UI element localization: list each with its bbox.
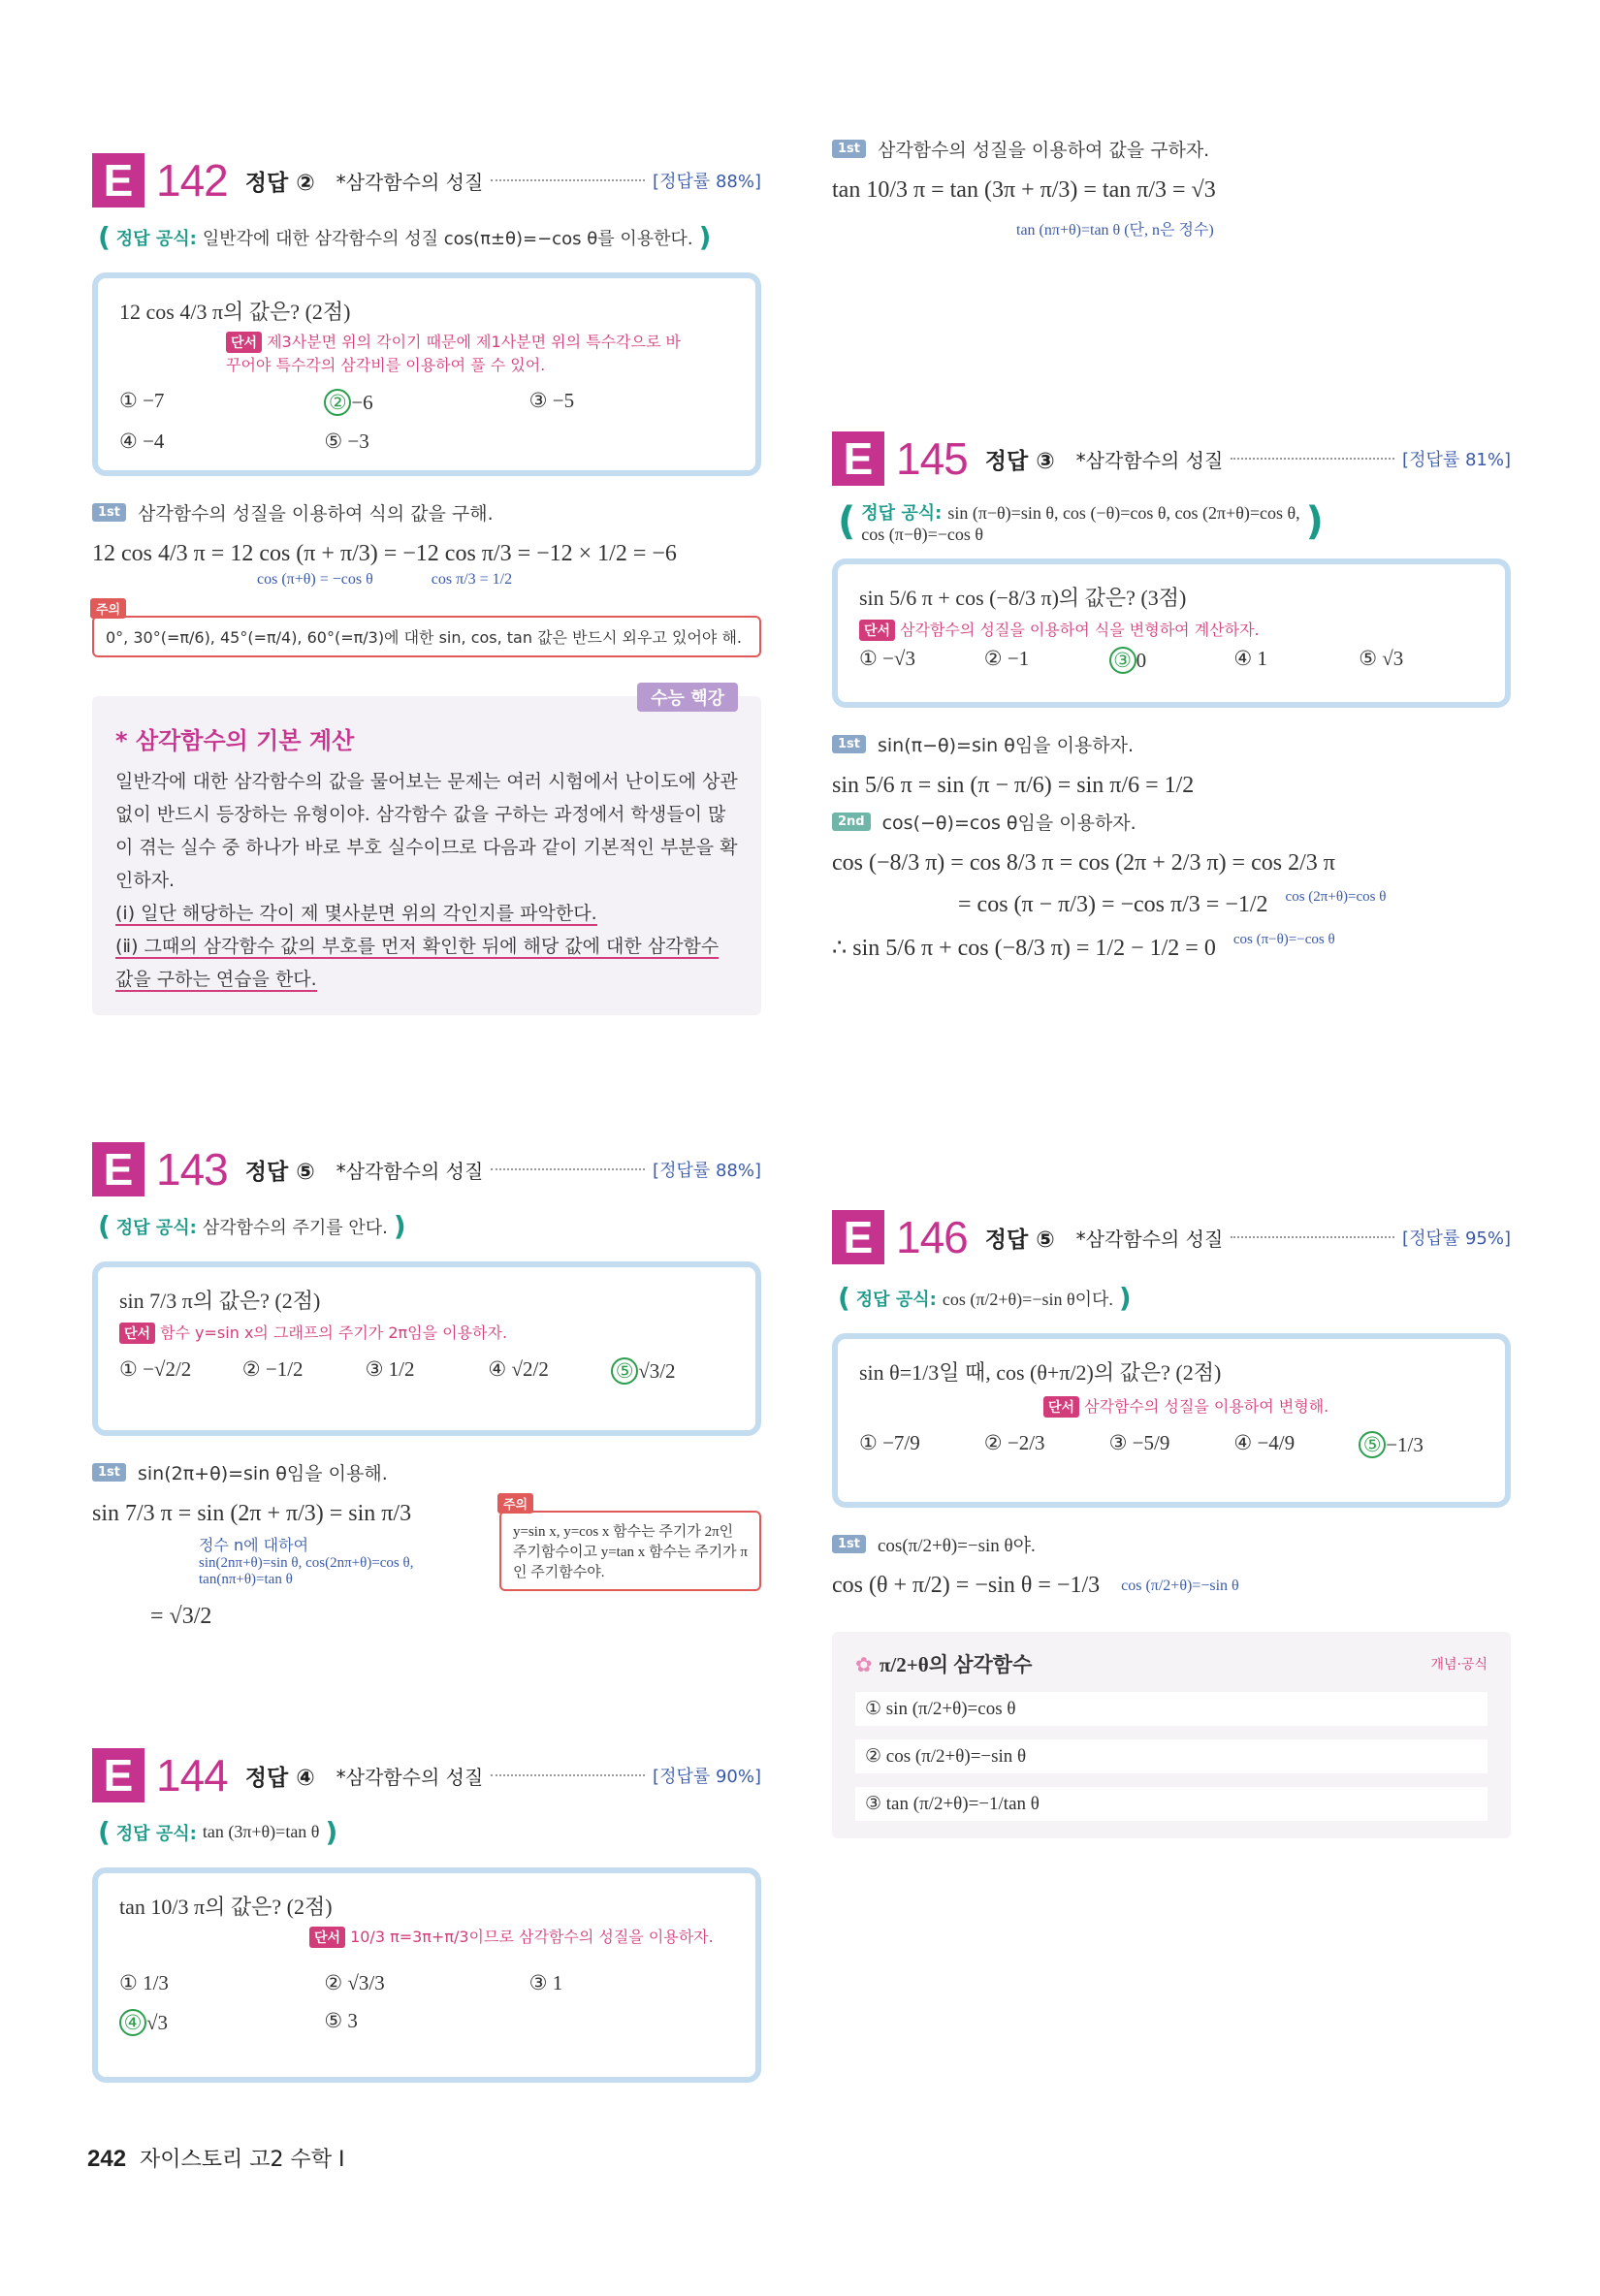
note-1: cos (π/2+θ)=−sin θ xyxy=(1121,1577,1239,1594)
q146-formula: ( 정답 공식: cos (π/2+θ)=−sin θ이다. ) xyxy=(838,1282,1132,1314)
correct-mark-icon: ⑤ xyxy=(611,1357,638,1385)
note-1: cos (2π+θ)=cos θ xyxy=(1285,889,1387,905)
option-4-value: √3 xyxy=(146,2011,169,2034)
option-3[interactable]: ③ 1/2 xyxy=(365,1357,415,1381)
hint-tag: 단서 xyxy=(309,1927,345,1948)
q146-header xyxy=(832,1202,1511,1272)
concept-title xyxy=(855,1649,1032,1678)
option-1[interactable]: ① 1/3 xyxy=(119,1971,169,1994)
formula-text: sin (π−θ)=sin θ, cos (−θ)=cos θ, cos (2π+θ)=cos θ, xyxy=(947,503,1300,523)
core-item-2-text: (ⅱ) 그때의 삼각함수 값의 부호를 먼저 확인한 뒤에 해당 값에 대한 삼각함수 값을 구하는 연습을 한다. xyxy=(115,936,720,990)
warning-text: 0°, 30°(=π/6), 45°(=π/4), 60°(=π/3)에 대한 sin, cos, tan 값은 반드시 외우고 있어야 해. xyxy=(106,628,742,647)
q145-question-box xyxy=(832,558,1511,708)
core-tip xyxy=(92,688,761,1015)
q142-formula: ( 정답 공식: 일반각에 대한 삼각함수의 성질 cos(π±θ)=−cos θ를 이용한다. ) xyxy=(98,221,712,253)
formula-text: tan (3π+θ)=tan θ xyxy=(202,1822,320,1841)
correct-mark-icon: ② xyxy=(324,389,351,416)
option-1[interactable]: ① −√3 xyxy=(859,647,915,670)
q144-note: tan (nπ+θ)=tan θ (단, n은 정수) xyxy=(1016,222,1214,239)
options-row-1 xyxy=(119,389,734,416)
formula-label: 정답 공식: xyxy=(855,1289,937,1310)
q146-work xyxy=(832,1557,1511,1599)
option-4[interactable]: ④ √2/2 xyxy=(488,1357,549,1381)
leader-dots xyxy=(491,1774,645,1776)
q146-question-box xyxy=(832,1333,1511,1508)
formula-text: 일반각에 대한 삼각함수의 성질 cos(π±θ)=−cos θ를 이용한다. xyxy=(202,228,693,249)
accuracy-rate: [정답률 88%] xyxy=(653,1161,761,1181)
options-row xyxy=(859,647,1484,674)
topic: *삼각함수의 성질 xyxy=(336,170,484,194)
q146-step1 xyxy=(832,1531,1511,1557)
formula-label: 정답 공식: xyxy=(861,503,943,524)
concept-item-1: ① sin (π/2+θ)=cos θ xyxy=(855,1692,1488,1726)
q144-step1 xyxy=(832,136,1511,162)
option-1[interactable]: ① −7 xyxy=(119,389,165,412)
q142-warning xyxy=(92,603,761,657)
q145-header xyxy=(832,424,1511,494)
core-paragraph: 일반각에 대한 삼각함수의 값을 물어보는 문제는 여러 시험에서 난이도에 상관없이 반드시 등장하는 유형이야. 삼각함수 값을 구하는 과정에서 학생들이 많이 겪는 실수 중 하나가 바로 부호 실수이므로 다음과 같이 기본적인 부분을 확인하자. xyxy=(115,771,738,891)
q145-line3 xyxy=(832,877,1511,918)
e-badge: E xyxy=(92,1748,144,1802)
q144-math: tan 10/3 π = tan (3π + π/3) = tan π/3 = √3 xyxy=(832,177,1216,203)
q144-solution xyxy=(832,136,1511,239)
hint-text: 삼각함수의 성질을 이용하여 식을 변형하여 계산하자. xyxy=(900,621,1260,639)
option-2[interactable]: ② −1 xyxy=(983,647,1030,670)
step-tag: 1st xyxy=(832,735,866,753)
option-2[interactable]: ② −1/2 xyxy=(241,1357,304,1381)
formula-text-2: cos (π−θ)=−cos θ xyxy=(861,525,984,544)
q143-header xyxy=(92,1134,761,1204)
option-5-value: √3/2 xyxy=(638,1359,676,1383)
core-item-1 xyxy=(115,897,738,930)
q144-formula: ( 정답 공식: tan (3π+θ)=tan θ ) xyxy=(98,1816,338,1848)
hint xyxy=(309,1925,734,1948)
option-5[interactable] xyxy=(611,1357,734,1385)
q145-section xyxy=(832,424,1511,962)
option-5[interactable] xyxy=(1359,1431,1484,1458)
answer-label: 정답 ③ xyxy=(984,448,1055,474)
core-tag: 수능 핵강 xyxy=(637,683,738,712)
concept-box xyxy=(832,1632,1511,1838)
q143-step1 xyxy=(92,1459,761,1485)
q143-formula: ( 정답 공식: 삼각함수의 주기를 안다. ) xyxy=(98,1210,406,1242)
hint-tag: 단서 xyxy=(119,1323,155,1344)
q145-math-1: sin 5/6 π = sin (π − π/6) = sin π/6 = 1/2 xyxy=(832,773,1195,798)
option-2-value: −6 xyxy=(351,391,373,414)
q145-math-3: = cos (π − π/3) = −cos π/3 = −1/2 xyxy=(958,892,1268,917)
formula-label: 정답 공식: xyxy=(115,1823,197,1844)
note-2: sin(2nπ+θ)=sin θ, cos(2nπ+θ)=cos θ, tan(nπ+θ)=tan θ xyxy=(199,1555,414,1587)
step-text: sin(π−θ)=sin θ임을 이용하자. xyxy=(878,735,1135,756)
topic: *삼각함수의 성질 xyxy=(336,1159,484,1183)
step-text: sin(2π+θ)=sin θ임을 이용해. xyxy=(138,1463,388,1484)
answer-label: 정답 ④ xyxy=(244,1765,315,1791)
leader-dots xyxy=(1231,458,1394,460)
q146-math: cos (θ + π/2) = −sin θ = −1/3 xyxy=(832,1573,1101,1598)
hint-text: 삼각함수의 성질을 이용하여 변형해. xyxy=(1084,1397,1329,1416)
note-1: cos (π+θ) = −cos θ xyxy=(257,571,373,588)
q142-header xyxy=(92,145,761,215)
note-1: 정수 n에 대하여 xyxy=(199,1536,309,1554)
formula-text: cos (π/2+θ)=−sin θ이다. xyxy=(942,1289,1113,1309)
hint-tag: 단서 xyxy=(226,332,262,353)
concept-item-3: ③ tan (π/2+θ)=−1/tan θ xyxy=(855,1787,1488,1821)
options-row-2 xyxy=(119,2009,734,2036)
options-row xyxy=(119,1357,734,1385)
q145-step1 xyxy=(832,731,1511,757)
core-item-1-text: (ⅰ) 일단 해당하는 각이 제 몇사분면 위의 각인지를 파악한다. xyxy=(115,903,597,924)
warning-tag: 주의 xyxy=(90,598,126,619)
step-tag: 1st xyxy=(832,1535,866,1553)
q144-header xyxy=(92,1740,761,1810)
q145-line4 xyxy=(832,918,1511,962)
topic: *삼각함수의 성질 xyxy=(1075,1227,1224,1251)
option-5[interactable]: ⑤ −3 xyxy=(324,430,369,453)
hint-text: 10/3 π=3π+π/3이므로 삼각함수의 성질을 이용하자. xyxy=(350,1928,714,1946)
q144-question-box xyxy=(92,1867,761,2083)
left-column xyxy=(92,145,761,1015)
q145-formula: ( 정답 공식: sin (π−θ)=sin θ, cos (−θ)=cos θ, cos (2π+θ)=cos θ, cos (π−θ)=−cos θ ) xyxy=(838,499,1324,544)
options-row xyxy=(859,1431,1484,1458)
question-text: sin 7/3 π의 값은? (2점) xyxy=(119,1289,321,1313)
step-text: 삼각함수의 성질을 이용하여 식의 값을 구해. xyxy=(138,503,494,525)
option-4[interactable]: ④ −4/9 xyxy=(1233,1431,1296,1454)
option-4[interactable]: ④ −4 xyxy=(119,430,165,453)
option-3[interactable]: ③ −5/9 xyxy=(1108,1431,1170,1454)
q143-work xyxy=(92,1485,761,1630)
concept-title-text: π/2+θ의 삼각함수 xyxy=(879,1653,1033,1676)
question-text: 12 cos 4/3 π의 값은? (2점) xyxy=(119,300,351,324)
note-2: cos (π−θ)=−cos θ xyxy=(1232,932,1335,947)
question-number: 146 xyxy=(896,1212,968,1262)
answer-label: 정답 ⑤ xyxy=(244,1159,315,1185)
hint xyxy=(226,330,691,375)
hint xyxy=(859,618,1484,641)
q146-section xyxy=(832,1202,1511,1838)
hint-tag: 단서 xyxy=(859,620,895,641)
q143-math-2: = √3/2 xyxy=(150,1604,212,1629)
step-text: 삼각함수의 성질을 이용하여 값을 구하자. xyxy=(878,140,1210,161)
step-tag: 1st xyxy=(92,503,126,522)
formula-label: 정답 공식: xyxy=(115,1217,197,1238)
option-3[interactable]: ③ 1 xyxy=(528,1971,563,1994)
step-tag: 2nd xyxy=(832,813,871,831)
leader-dots xyxy=(1231,1236,1394,1238)
question-text: sin θ=1/3일 때, cos (θ+π/2)의 값은? (2점) xyxy=(859,1360,1222,1385)
e-badge: E xyxy=(92,1142,144,1196)
answer-label: 정답 ② xyxy=(244,170,315,196)
option-3-value: 0 xyxy=(1136,649,1147,672)
concept-tag: 개념·공식 xyxy=(1430,1657,1488,1673)
options-row-1 xyxy=(119,1971,734,1995)
question-number: 143 xyxy=(156,1144,228,1195)
e-badge: E xyxy=(832,431,884,486)
topic: *삼각함수의 성질 xyxy=(336,1765,484,1789)
correct-mark-icon: ③ xyxy=(1109,647,1136,674)
concept-header xyxy=(855,1649,1488,1678)
option-5[interactable]: ⑤ 3 xyxy=(324,2009,358,2032)
q142-notes xyxy=(257,571,761,589)
option-2[interactable]: ② −2/3 xyxy=(983,1431,1045,1454)
accuracy-rate: [정답률 90%] xyxy=(653,1767,761,1787)
options-row-2 xyxy=(119,430,734,454)
question-number: 145 xyxy=(896,433,968,484)
q145-math-2: cos (−8/3 π) = cos 8/3 π = cos (2π + 2/3 π) = cos 2/3 π xyxy=(832,850,1335,876)
option-1[interactable]: ① −√2/2 xyxy=(119,1357,192,1381)
warning-text: y=sin x, y=cos x 함수는 주기가 2π인 주기함수이고 y=tan x 함수는 주기가 π인 주기함수야. xyxy=(513,1524,748,1580)
hint xyxy=(1043,1394,1484,1418)
step-tag: 1st xyxy=(832,140,866,158)
q144-section xyxy=(92,1740,761,2083)
book-title: 자이스토리 고2 수학 I xyxy=(140,2148,345,2172)
note-2: cos π/3 = 1/2 xyxy=(431,571,513,588)
q143-warning xyxy=(499,1498,761,1591)
flower-icon: ✿ xyxy=(855,1653,880,1676)
correct-mark-icon: ⑤ xyxy=(1359,1431,1386,1458)
q142-step1 xyxy=(92,499,761,526)
core-title: * 삼각함수의 기본 계산 xyxy=(115,727,355,754)
e-badge: E xyxy=(832,1210,884,1264)
page-number: 242 xyxy=(87,2146,127,2172)
option-4[interactable]: ④ 1 xyxy=(1233,647,1267,670)
q142-question-box xyxy=(92,272,761,476)
question-text: sin 5/6 π + cos (−8/3 π)의 값은? (3점) xyxy=(859,586,1187,610)
hint-tag: 단서 xyxy=(1043,1396,1079,1418)
question-number: 142 xyxy=(156,155,228,206)
topic: *삼각함수의 성질 xyxy=(1075,448,1224,472)
accuracy-rate: [정답률 95%] xyxy=(1402,1228,1511,1249)
option-4[interactable] xyxy=(119,2009,324,2036)
page-footer xyxy=(87,2143,345,2173)
e-badge: E xyxy=(92,153,144,207)
hint xyxy=(119,1321,734,1344)
formula-text: 삼각함수의 주기를 안다. xyxy=(202,1217,388,1238)
hint-text: 제3사분면 위의 각이기 때문에 제1사분면 위의 특수각으로 바꾸어야 특수각의 삼각비를 이용하여 풀 수 있어. xyxy=(226,333,681,374)
option-2[interactable] xyxy=(324,389,528,416)
question-number: 144 xyxy=(156,1750,228,1801)
answer-label: 정답 ⑤ xyxy=(984,1227,1055,1253)
q143-math: sin 7/3 π = sin (2π + π/3) = sin π/3 xyxy=(92,1501,412,1526)
step-text: cos(π/2+θ)=−sin θ야. xyxy=(878,1536,1036,1556)
option-3[interactable]: ③ −5 xyxy=(528,389,575,412)
question-text: tan 10/3 π의 값은? (2점) xyxy=(119,1895,333,1919)
concept-item-2: ② cos (π/2+θ)=−sin θ xyxy=(855,1739,1488,1773)
accuracy-rate: [정답률 81%] xyxy=(1402,450,1511,470)
core-item-2 xyxy=(115,930,738,996)
option-5[interactable]: ⑤ √3 xyxy=(1359,647,1404,670)
leader-dots xyxy=(491,179,645,181)
step-text: cos(−θ)=cos θ임을 이용하자. xyxy=(881,813,1136,834)
step-tag: 1st xyxy=(92,1463,126,1482)
option-2[interactable]: ② √3/3 xyxy=(324,1971,385,1994)
accuracy-rate: [정답률 88%] xyxy=(653,172,761,192)
warning-tag: 주의 xyxy=(497,1493,533,1514)
correct-mark-icon: ④ xyxy=(119,2009,146,2036)
leader-dots xyxy=(491,1168,645,1170)
q143-section xyxy=(92,1134,761,1630)
option-5-value: −1/3 xyxy=(1386,1433,1424,1456)
hint-text: 함수 y=sin x의 그래프의 주기가 2π임을 이용하자. xyxy=(160,1323,508,1342)
q142-math: 12 cos 4/3 π = 12 cos (π + π/3) = −12 cos π/3 = −12 × 1/2 = −6 xyxy=(92,541,677,566)
option-1[interactable]: ① −7/9 xyxy=(859,1431,920,1454)
formula-label: 정답 공식: xyxy=(115,228,197,249)
q145-math-4: ∴ sin 5/6 π + cos (−8/3 π) = 1/2 − 1/2 = 0 xyxy=(832,936,1216,961)
q145-step2 xyxy=(832,809,1511,835)
q143-question-box xyxy=(92,1261,761,1436)
option-3[interactable] xyxy=(1109,647,1234,674)
